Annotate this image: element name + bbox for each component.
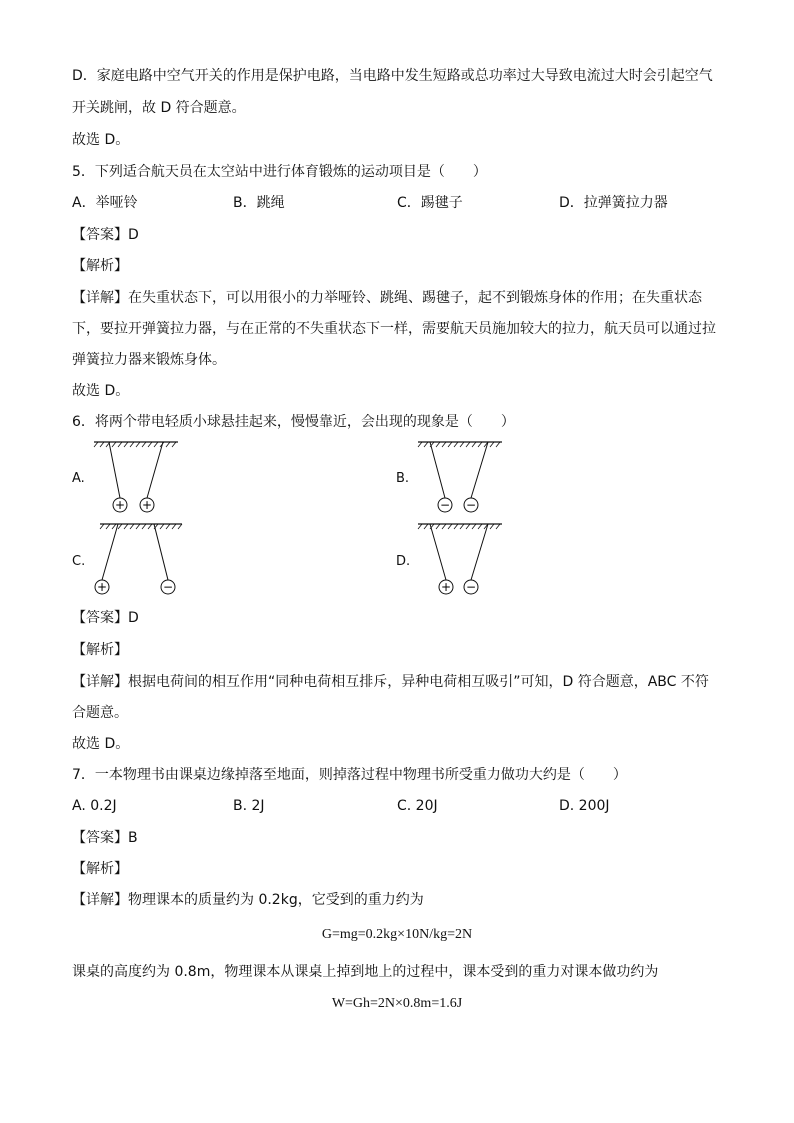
answer: 【答案】D — [72, 227, 139, 243]
text-line: D．家庭电路中空气开关的作用是保护电路，当电路中发生短路或总功率过大导致电流过大时会引起空气 — [72, 68, 713, 84]
option-d: D．拉弹簧拉力器 — [559, 195, 668, 211]
detail-line: 【详解】在失重状态下，可以用很小的力举哑铃、跳绳、踢毽子，起不到锻炼身体的作用；在失重状态 — [72, 290, 702, 306]
charge-label: + — [96, 580, 108, 594]
figure-b — [416, 436, 516, 518]
charge-label: − — [465, 498, 477, 512]
option-a: A. 0.2J — [72, 798, 117, 814]
figure-d — [416, 518, 516, 600]
figure-label-d: D. — [396, 554, 411, 569]
analysis-heading: 【解析】 — [72, 258, 128, 274]
analysis-heading: 【解析】 — [72, 861, 128, 877]
option-c: C．踢毽子 — [397, 195, 463, 211]
option-b: B. 2J — [233, 798, 265, 814]
figure-label-a: A. — [72, 471, 85, 486]
charge-label: + — [114, 498, 126, 512]
question-6: 6．将两个带电轻质小球悬挂起来，慢慢靠近，会出现的现象是（ ） — [72, 414, 515, 430]
selection: 故选 D。 — [72, 736, 130, 752]
detail-line: 课桌的高度约为 0.8m，物理课本从课桌上掉到地上的过程中，课本受到的重力对课本做功约为 — [72, 964, 659, 980]
detail-line: 【详解】根据电荷间的相互作用“同种电荷相互排斥，异种电荷相互吸引”可知，D 符合题意，ABC 不符 — [72, 674, 709, 690]
charge-label: + — [141, 498, 153, 512]
text-line: 开关跳闸，故 D 符合题意。 — [72, 100, 246, 116]
option-c: C. 20J — [397, 798, 438, 814]
answer: 【答案】B — [72, 830, 138, 846]
option-d: D. 200J — [559, 798, 610, 814]
figure-label-c: C. — [72, 554, 86, 569]
figure-label-b: B. — [396, 471, 410, 486]
charge-label: + — [440, 580, 452, 594]
figure-a — [92, 436, 192, 518]
selection: 故选 D。 — [72, 383, 130, 399]
equation: W=Gh=2N×0.8m=1.6J — [331, 996, 463, 1011]
question-7: 7．一本物理书由课桌边缘掉落至地面，则掉落过程中物理书所受重力做功大约是（ ） — [72, 767, 627, 783]
detail-line: 【详解】物理课本的质量约为 0.2kg，它受到的重力约为 — [72, 892, 424, 908]
equation: G=mg=0.2kg×10N/kg=2N — [321, 927, 473, 942]
detail-line: 合题意。 — [72, 705, 128, 721]
option-a: A．举哑铃 — [72, 195, 138, 211]
figure-c — [92, 518, 192, 600]
answer: 【答案】D — [72, 610, 139, 626]
text-line: 故选 D。 — [72, 132, 130, 148]
charge-label: − — [162, 580, 174, 594]
option-b: B．跳绳 — [233, 195, 285, 211]
detail-line: 下，要拉开弹簧拉力器，与在正常的不失重状态下一样，需要航天员施加较大的拉力，航天员可以通过拉 — [72, 321, 716, 337]
detail-line: 弹簧拉力器来锻炼身体。 — [72, 352, 226, 368]
charge-label: − — [439, 498, 451, 512]
question-5: 5．下列适合航天员在太空站中进行体育锻炼的运动项目是（ ） — [72, 164, 487, 180]
analysis-heading: 【解析】 — [72, 642, 128, 658]
charge-label: − — [465, 580, 477, 594]
